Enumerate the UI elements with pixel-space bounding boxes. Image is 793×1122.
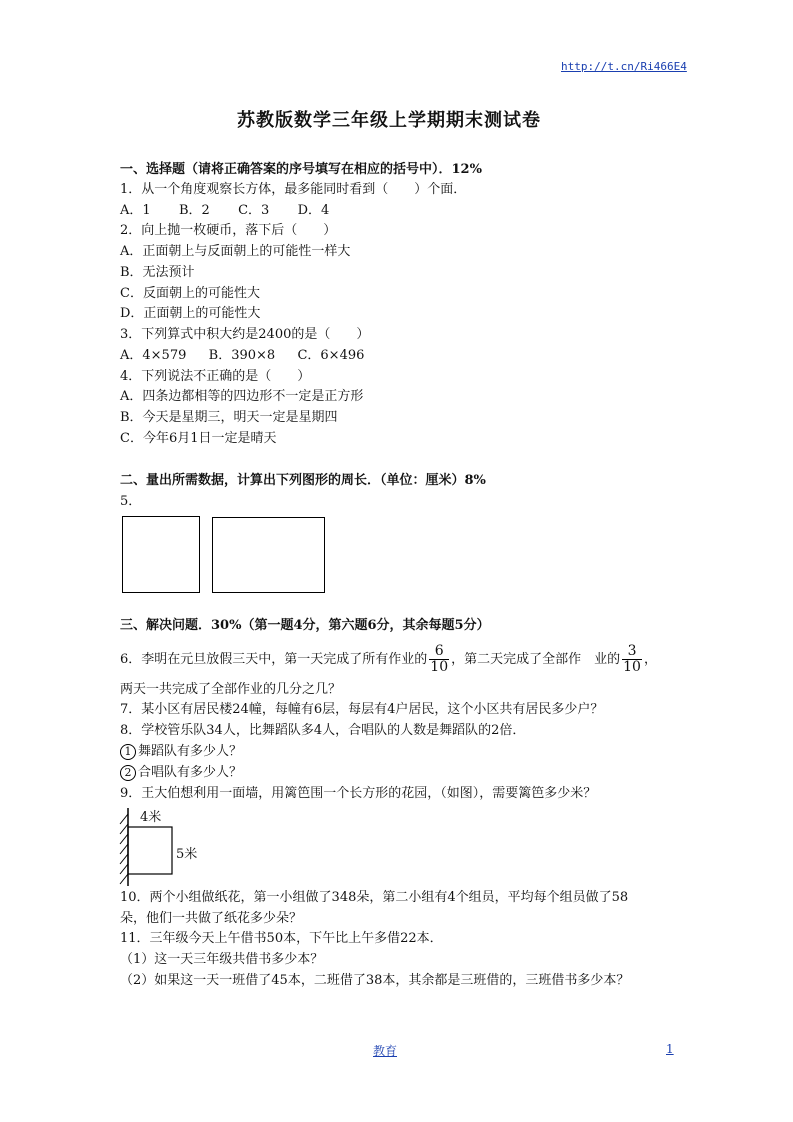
- question-6-line2: 两天一共完成了全部作业的几分之几？: [120, 682, 342, 697]
- fraction-three-tenths: [622, 644, 642, 675]
- question-6-part3: ，: [643, 652, 657, 667]
- question-8: 8．学校管乐队34人，比舞蹈队多4人，合唱队的人数是舞蹈队的2倍．: [120, 723, 526, 738]
- question-8-sub1: [120, 742, 242, 762]
- question-9: 9．王大伯想利用一面墙，用篱笆围一个长方形的花园，（如图），需要篱笆多少米？: [120, 786, 597, 801]
- question-10-line2: 朵，他们一共做了纸花多少朵？: [120, 911, 303, 926]
- fraction-six-tenths: [429, 644, 449, 675]
- fraction-numerator: 6: [429, 644, 449, 660]
- question-2-option-d: D．正面朝上的可能性大: [120, 306, 261, 321]
- question-11-sub2: （2）如果这一天一班借了45本，二班借了38本，其余都是三班借的，三班借书多少本？: [120, 973, 630, 988]
- question-11: 11．三年级今天上午借书50本，下午比上午多借22本．: [120, 931, 443, 946]
- option-c: C．6×496: [297, 348, 365, 363]
- fraction-numerator: 3: [622, 644, 642, 660]
- question-3-options: [120, 346, 364, 366]
- question-2-option-c: C．反面朝上的可能性大: [120, 286, 260, 301]
- footer-link[interactable]: 教育: [373, 1044, 398, 1058]
- garden-width-label: 4米: [140, 810, 162, 825]
- square-figure: [122, 516, 200, 593]
- question-3: 3．下列算式中积大约是2400的是（ ）: [120, 327, 370, 342]
- question-7: 7．某小区有居民楼24幢，每幢有6层，每层有4户居民，这个小区共有居民多少户？: [120, 702, 604, 717]
- circled-number-2: 2: [120, 765, 136, 781]
- circled-number-1: 1: [120, 744, 136, 760]
- option-b: B．2: [178, 203, 210, 218]
- rectangle-figure: [212, 517, 325, 593]
- question-6-part1: 6．李明在元旦放假三天中，第一天完成了所有作业的: [120, 652, 428, 667]
- question-4-option-b: B．今天是星期三，明天一定是星期四: [120, 410, 338, 425]
- question-2: 2．向上抛一枚硬币，落下后（ ）: [120, 223, 337, 238]
- page-number: 1: [666, 1042, 674, 1056]
- page-title: 苏教版数学三年级上学期期末测试卷: [237, 110, 541, 131]
- question-4-option-a: A．四条边都相等的四边形不一定是正方形: [120, 389, 364, 404]
- question-1-options: [120, 201, 329, 221]
- option-a: A．1: [120, 203, 151, 218]
- question-5: 5．: [120, 494, 142, 509]
- question-6: [120, 643, 657, 677]
- option-a: A．4×579: [120, 348, 187, 363]
- question-4-option-c: C．今年6月1日一定是晴天: [120, 431, 277, 446]
- garden-rectangle: [128, 827, 172, 874]
- question-10-line1: 10．两个小组做纸花，第一小组做了348朵，第二小组有4个组员，平均每个组员做了58: [120, 890, 629, 905]
- question-4: 4．下列说法不正确的是（ ）: [120, 369, 311, 384]
- question-2-option-b: B．无法预计: [120, 265, 195, 280]
- question-8-sub2-text: 合唱队有多少人？: [138, 765, 243, 780]
- question-2-option-a: A．正面朝上与反面朝上的可能性一样大: [120, 244, 351, 259]
- garden-length-label: 5米: [176, 847, 198, 862]
- section1-heading: 一、选择题（请将正确答案的序号填写在相应的括号中）．12%: [120, 162, 482, 177]
- question-6-part2: ，第二天完成了全部作 业的: [451, 652, 621, 667]
- option-b: B．390×8: [208, 348, 276, 363]
- question-11-sub1: （1）这一天三年级共借书多少本？: [120, 952, 324, 967]
- question-8-sub1-text: 舞蹈队有多少人？: [138, 744, 243, 759]
- question-1: 1．从一个角度观察长方体，最多能同时看到（ ）个面．: [120, 182, 467, 197]
- section3-heading: 三、解决问题．30%（第一题4分，第六题6分，其余每题5分）: [120, 618, 490, 633]
- section2-heading: 二、量出所需数据，计算出下列图形的周长．（单位：厘米）8%: [120, 473, 486, 488]
- wall-hatching: [120, 814, 128, 884]
- fraction-denominator: 10: [430, 659, 449, 675]
- fraction-denominator: 10: [623, 659, 641, 675]
- header-url-link[interactable]: http://t.cn/Ri466E4: [561, 60, 687, 73]
- option-c: C．3: [238, 203, 270, 218]
- option-d: D．4: [297, 203, 330, 218]
- question-8-sub2: [120, 763, 242, 783]
